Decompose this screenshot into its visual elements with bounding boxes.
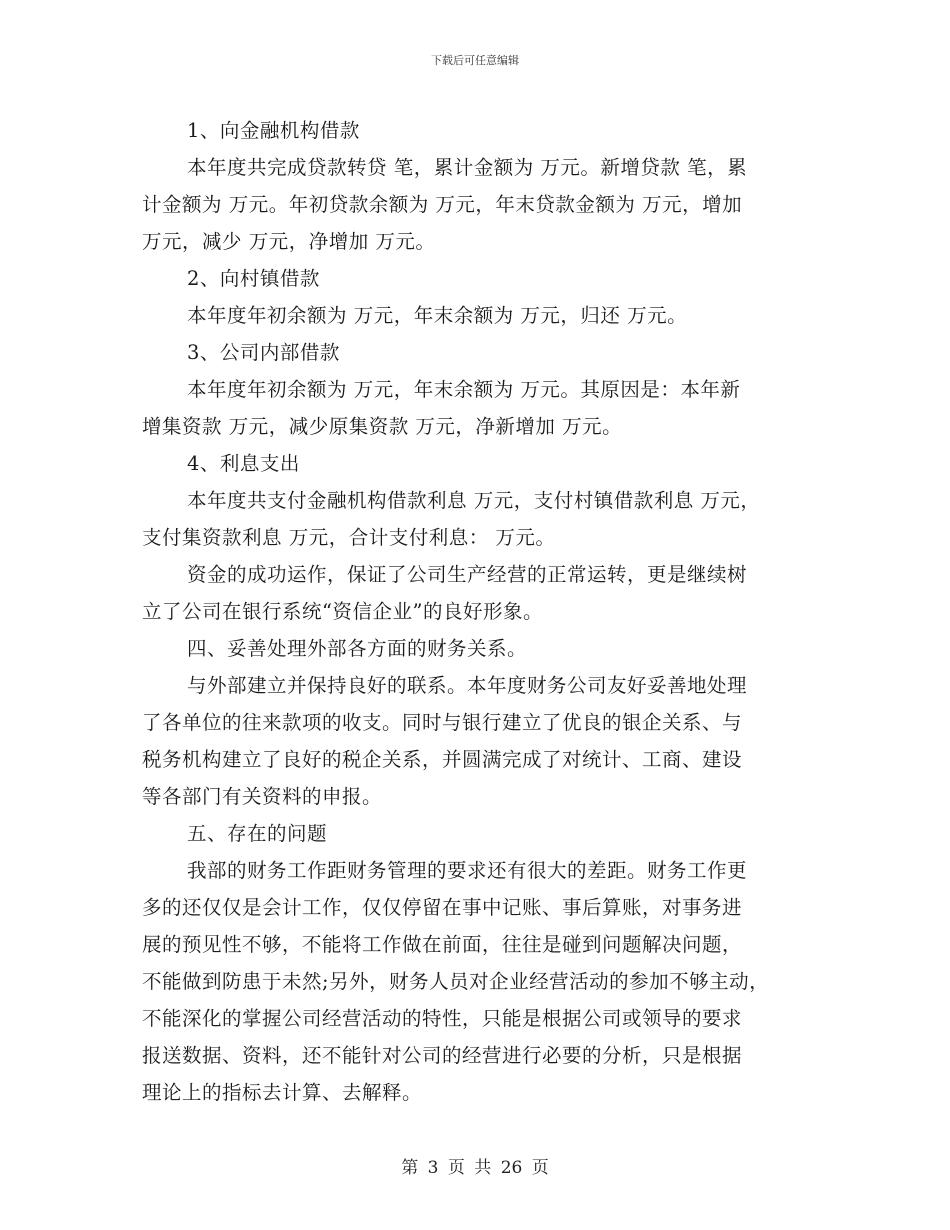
heading-existing-problems: 五、存在的问题 [187, 822, 328, 845]
paragraph-line: 增集资款 万元，减少原集资款 万元，净新增加 万元。 [142, 415, 623, 438]
paragraph-line: 不能深化的掌握公司经营活动的特性，只能是根据公司或领导的要求 [142, 1007, 743, 1030]
heading-external-relations: 四、妥善处理外部各方面的财务关系。 [187, 637, 528, 660]
paragraph-line: 理论上的指标去计算、去解释。 [142, 1081, 423, 1104]
paragraph-line: 不能做到防患于未然;另外，财务人员对企业经营活动的参加不够主动， [142, 970, 770, 993]
heading-internal-loans: 3、公司内部借款 [187, 341, 340, 364]
paragraph-line: 税务机构建立了良好的税企关系，并圆满完成了对统计、工商、建设 [142, 748, 743, 771]
paragraph-line: 计金额为 万元。年初贷款余额为 万元，年末贷款金额为 万元，增加 [142, 193, 743, 216]
paragraph-line: 本年度共完成贷款转贷 笔，累计金额为 万元。新增贷款 笔，累 [187, 156, 748, 179]
document-body [142, 112, 810, 1111]
heading-interest-expense: 4、利息支出 [187, 452, 300, 475]
page-number: 第 3 页 共 26 页 [401, 1158, 549, 1178]
paragraph-line: 本年度年初余额为 万元，年末余额为 万元，归还 万元。 [187, 304, 688, 327]
paragraph-line: 万元，减少 万元，净增加 万元。 [142, 230, 436, 253]
heading-village-loans: 2、向村镇借款 [187, 267, 320, 290]
paragraph-line: 等各部门有关资料的申报。 [142, 785, 383, 808]
paragraph-line: 与外部建立并保持良好的联系。本年度财务公司友好妥善地处理 [187, 674, 748, 697]
paragraph-line: 本年度年初余额为 万元，年末余额为 万元。其原因是：本年新 [187, 378, 741, 401]
header-note: 下载后可任意编辑 [431, 54, 519, 67]
heading-financial-loans: 1、向金融机构借款 [187, 119, 360, 142]
paragraph-line: 展的预见性不够，不能将工作做在前面，往往是碰到问题解决问题， [142, 933, 743, 956]
paragraph-line: 本年度共支付金融机构借款利息 万元，支付村镇借款利息 万元， [187, 489, 761, 512]
paragraph-line: 我部的财务工作距财务管理的要求还有很大的差距。财务工作更 [187, 859, 748, 882]
paragraph-line: 资金的成功运作，保证了公司生产经营的正常运转，更是继续树 [187, 563, 748, 586]
paragraph-line: 报送数据、资料，还不能针对公司的经营进行必要的分析，只是根据 [142, 1044, 743, 1067]
paragraph-line: 多的还仅仅是会计工作，仅仅停留在事中记账、事后算账，对事务进 [142, 896, 743, 919]
paragraph-line: 立了公司在银行系统“资信企业”的良好形象。 [142, 600, 543, 623]
paragraph-line: 了各单位的往来款项的收支。同时与银行建立了优良的银企关系、与 [142, 711, 743, 734]
paragraph-line: 支付集资款利息 万元，合计支付利息： 万元。 [142, 526, 556, 549]
